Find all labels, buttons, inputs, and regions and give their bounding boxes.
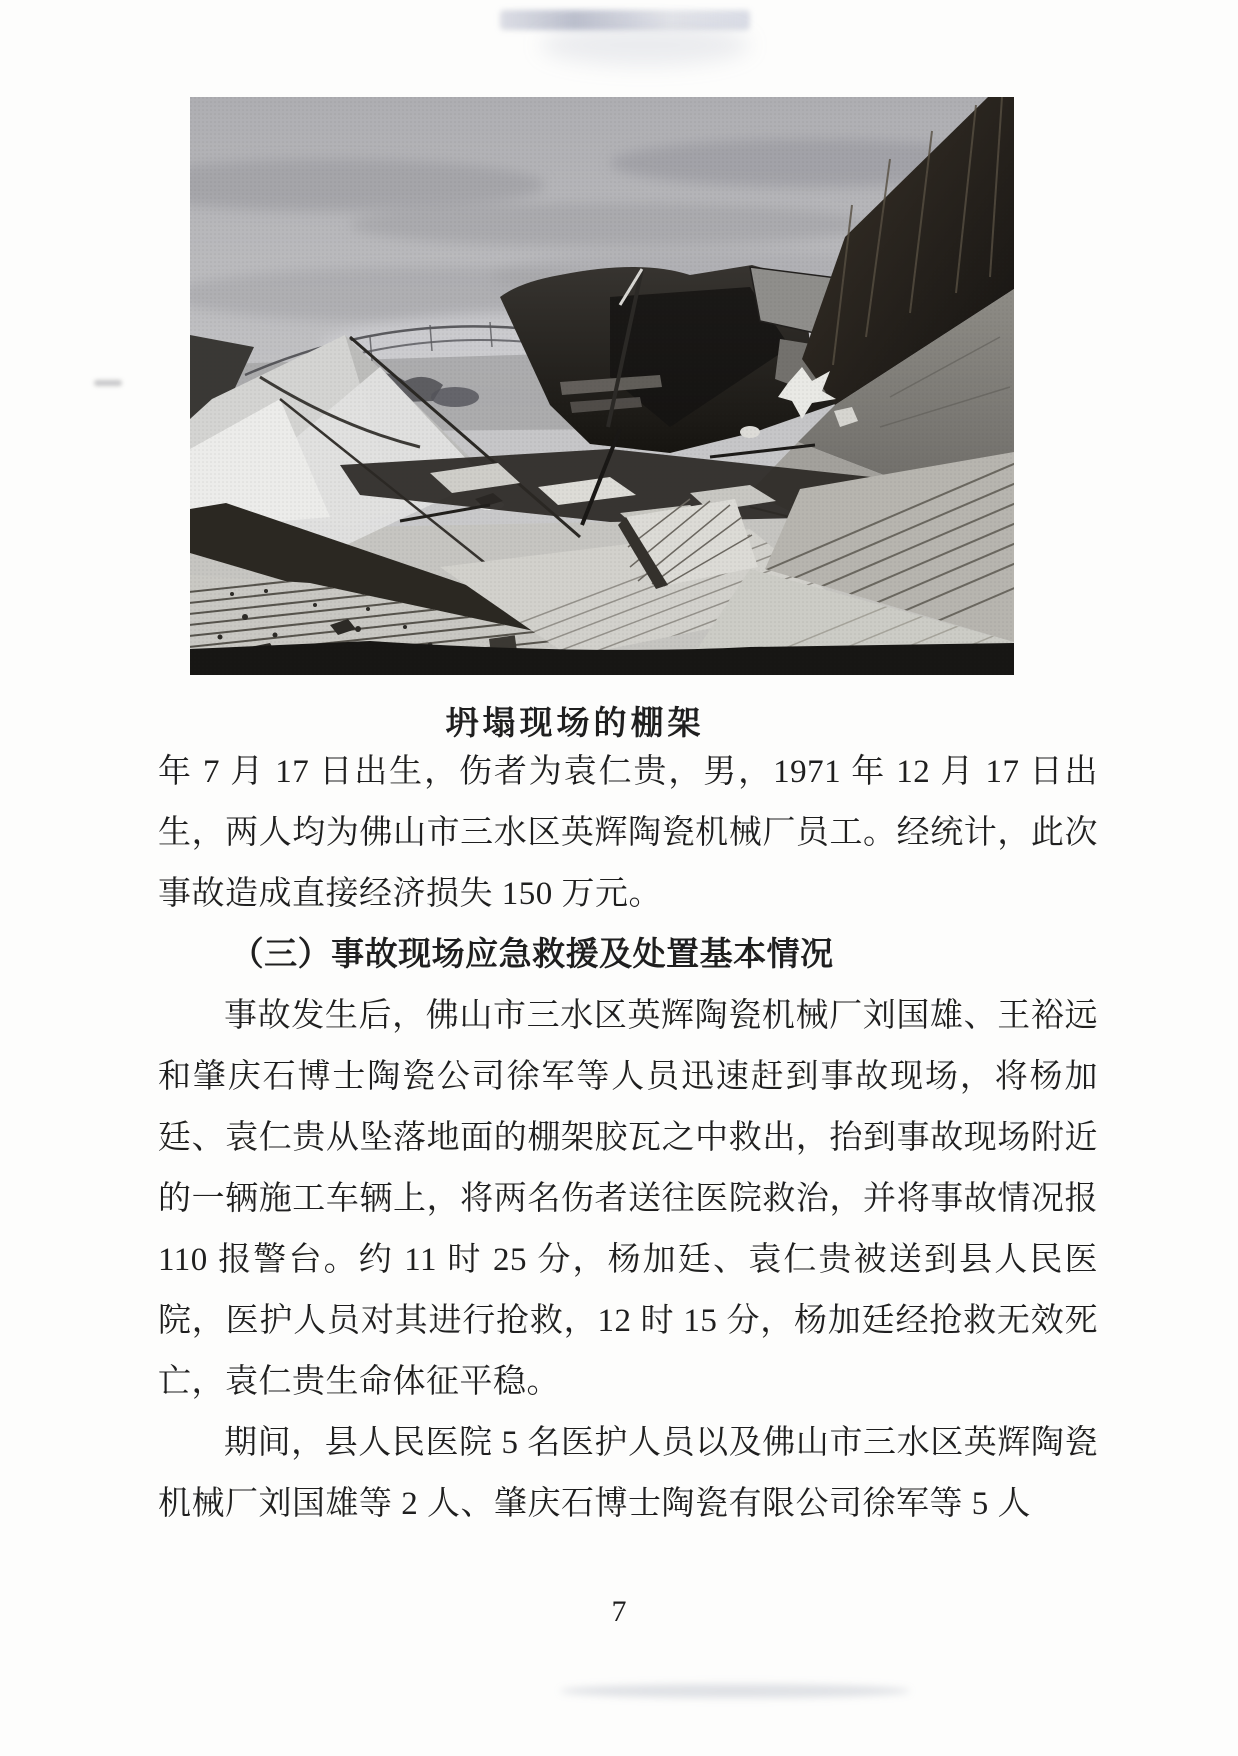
paragraph-hospital-team: 期间，县人民医院 5 名医护人员以及佛山市三水区英辉陶瓷机械厂刘国雄等 2 人、肇庆石博士陶瓷有限公司徐军等 5 人: [158, 1425, 1098, 1522]
scan-mark-left: [94, 380, 122, 386]
section-heading: （三）事故现场应急救援及处置基本情况: [230, 937, 834, 973]
paragraph-rescue: 事故发生后，佛山市三水区英辉陶瓷机械厂刘国雄、王裕远和肇庆石博士陶瓷公司徐军等人员迅速赶到事故现场，将杨加廷、袁仁贵从坠落地面的棚架胶瓦之中救出，抬到事故现场附近的一辆施工车辆上，将两名伤者送往医院救治，并将事故情况报 110 报警台。约 11 时 25 分，杨加廷、袁仁贵被送到县人民医院，医护人员对其进行抢救，12 时 15 分，杨加廷经抢救无效死亡，袁仁贵生命体征平稳。: [158, 998, 1098, 1400]
accident-scene-photo: [190, 97, 1014, 675]
photo-caption: 坍塌现场的棚架: [445, 706, 705, 742]
scan-smudge-bottom: [560, 1684, 910, 1698]
report-body: [158, 742, 1098, 1535]
scan-smudge-top: [500, 10, 750, 30]
collapsed-shed-illustration: [190, 97, 1014, 675]
paragraph-victims: 年 7 月 17 日出生，伤者为袁仁贵，男，1971 年 12 月 17 日出生，两人均为佛山市三水区英辉陶瓷机械厂员工。经统计，此次事故造成直接经济损失 150 万元。: [158, 754, 1098, 912]
page-number: 7: [611, 1595, 627, 1628]
scan-smudge-top-blur: [540, 24, 750, 66]
